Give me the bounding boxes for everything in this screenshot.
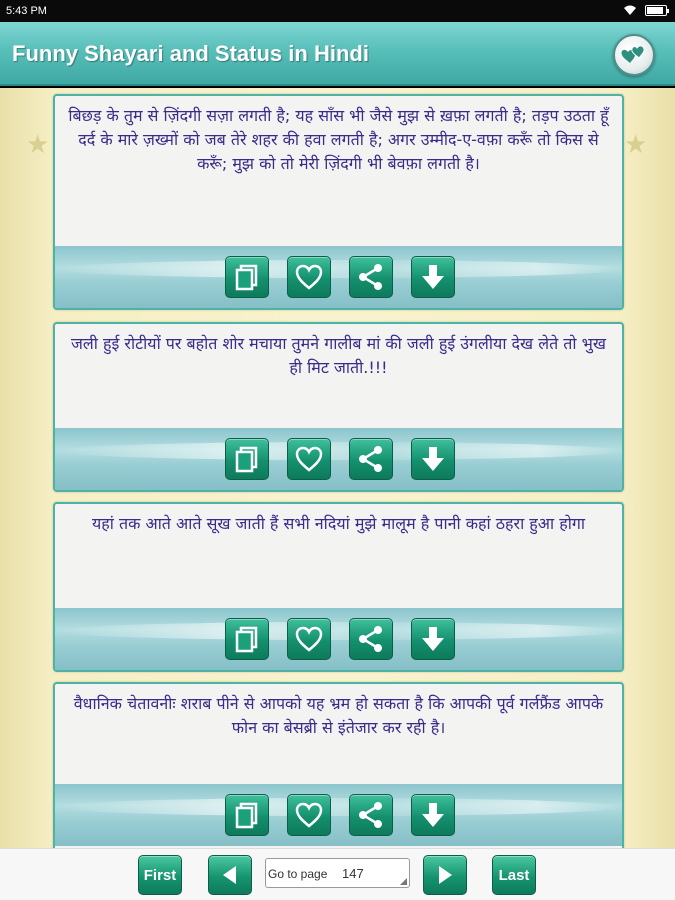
download-button[interactable] xyxy=(411,794,455,836)
copy-icon xyxy=(232,262,262,292)
download-icon xyxy=(418,444,448,474)
goto-page-input[interactable] xyxy=(265,858,410,888)
app-bar xyxy=(0,22,675,86)
download-icon xyxy=(418,624,448,654)
previous-page-button[interactable] xyxy=(208,855,252,895)
star-decoration-icon: ★ xyxy=(624,130,648,160)
status-bar xyxy=(0,0,675,22)
arrow-left-icon xyxy=(218,863,242,887)
favorite-button[interactable] xyxy=(287,794,331,836)
card-action-bar xyxy=(55,784,622,846)
first-page-button[interactable]: First xyxy=(138,855,182,895)
copy-icon xyxy=(232,444,262,474)
copy-button[interactable] xyxy=(225,256,269,298)
pagination-bar xyxy=(0,848,675,900)
resize-corner-icon xyxy=(400,878,407,885)
shayari-text: यहां तक आते आते सूख जाती हैं सभी नदियां मुझे मालूम है पानी कहां ठहरा हुआ होगा xyxy=(91,514,586,533)
download-icon xyxy=(418,262,448,292)
download-icon xyxy=(418,800,448,830)
copy-icon xyxy=(232,624,262,654)
share-button[interactable] xyxy=(349,794,393,836)
shayari-card xyxy=(53,502,624,672)
favorite-button[interactable] xyxy=(287,438,331,480)
shayari-text: जली हुई रोटीयों पर बहोत शोर मचाया तुमने गालीब मां की जली हुई उंगलीया देख लेते तो भुख ही मिट जाती.!!! xyxy=(71,334,606,377)
next-page-button[interactable] xyxy=(423,855,467,895)
heart-icon xyxy=(294,800,324,830)
arrow-right-icon xyxy=(433,863,457,887)
shayari-text: बिछड़ के तुम से ज़िंदगी सज़ा लगती है; यह साँस भी जैसे मुझ से ख़फ़ा लगती है; तड़प उठता हूँ दर्द के मारे ज़ख्मों को जब तेरे शहर की हवा लगती है; अगर उम्मीद-ए-वफ़ा करूँ तो किस से करूँ; मुझ को तो मेरी ज़िंदगी भी बेवफ़ा लगती है। xyxy=(68,106,609,173)
hearts-logo-icon[interactable] xyxy=(613,34,655,76)
goto-page-label: Go to page xyxy=(268,867,328,881)
status-time: 5:43 PM xyxy=(6,5,47,17)
share-button[interactable] xyxy=(349,618,393,660)
wifi-icon xyxy=(623,4,637,16)
last-page-button[interactable]: Last xyxy=(492,855,536,895)
copy-button[interactable] xyxy=(225,618,269,660)
heart-icon xyxy=(294,444,324,474)
card-action-bar xyxy=(55,428,622,490)
heart-icon xyxy=(294,262,324,292)
shayari-text: वैधानिक चेतावनीः शराब पीने से आपको यह भ्रम हो सकता है कि आपकी पूर्व गर्लफ्रैंड आपके फोन का बेसब्री से इंतेजार कर रही है। xyxy=(73,694,604,737)
share-icon xyxy=(356,800,386,830)
download-button[interactable] xyxy=(411,618,455,660)
card-action-bar xyxy=(55,246,622,308)
download-button[interactable] xyxy=(411,438,455,480)
card-action-bar xyxy=(55,608,622,670)
favorite-button[interactable] xyxy=(287,256,331,298)
share-icon xyxy=(356,624,386,654)
battery-icon xyxy=(645,5,667,16)
share-button[interactable] xyxy=(349,438,393,480)
favorite-button[interactable] xyxy=(287,618,331,660)
app-title: Funny Shayari and Status in Hindi xyxy=(12,41,369,66)
shayari-card xyxy=(53,682,624,848)
download-button[interactable] xyxy=(411,256,455,298)
shayari-card xyxy=(53,322,624,492)
copy-button[interactable] xyxy=(225,438,269,480)
copy-icon xyxy=(232,800,262,830)
status-icons xyxy=(623,4,667,16)
heart-icon xyxy=(294,624,324,654)
shayari-card xyxy=(53,94,624,310)
copy-button[interactable] xyxy=(225,794,269,836)
content-area[interactable] xyxy=(0,88,675,848)
page-number-value[interactable]: 147 xyxy=(342,866,364,881)
share-icon xyxy=(356,262,386,292)
star-decoration-icon: ★ xyxy=(26,130,50,160)
share-icon xyxy=(356,444,386,474)
share-button[interactable] xyxy=(349,256,393,298)
